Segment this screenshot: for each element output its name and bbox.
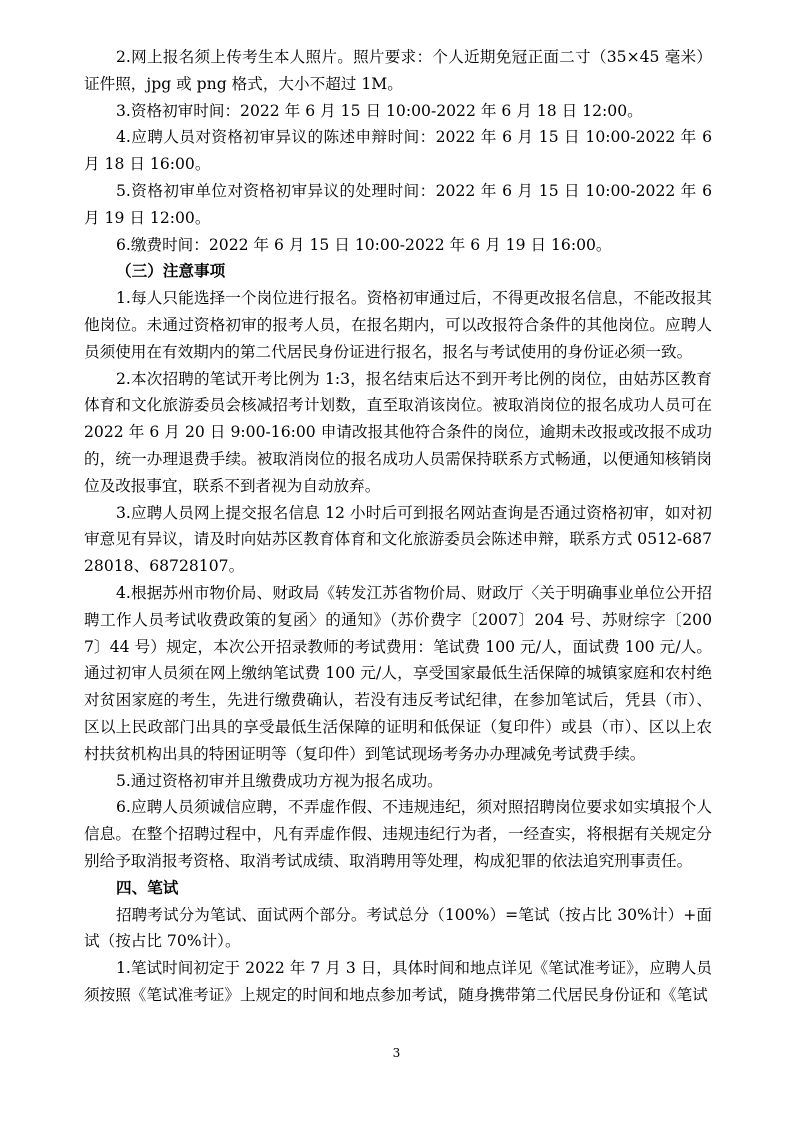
written-exam-intro: 招聘考试分为笔试、面试两个部分。考试总分（100%）=笔试（按占比 30%计）+面试（按占比 70%计）。 <box>84 905 712 951</box>
paragraph-photo-requirement: 2.网上报名须上传考生本人照片。照片要求：个人近期免冠正面二寸（35×45 毫米）证件照，jpg 或 png 格式，大小不超过 1M。 <box>84 48 712 93</box>
notes-item-5: 5.通过资格初审并且缴费成功方视为报名成功。 <box>116 771 443 790</box>
notes-item-2: 2.本次招聘的笔试开考比例为 1:3，报名结束后达不到开考比例的岗位，由姑苏区教育体育和文化旅游委员会核减招考计划数，直至取消该岗位。被取消岗位的报名成功人员可在 2022 年 6 月 20 日 9:00-16:00 申请改报其他符合条件的岗位，逾期未改报或改报不成功的，统一办理退费手续。被取消岗位的报名成功人员需保持联系方式畅通，以便通知核销岗位及改报事宜，联系不到者视为自动放弃。 <box>84 369 712 495</box>
notes-item-6: 6.应聘人员须诚信应聘，不弄虚作假、不违规违纪，须对照招聘岗位要求如实填报个人信息。在整个招聘过程中，凡有弄虚作假、违规违纪行为者，一经查实，将根据有关规定分别给予取消报考资格、取消考试成绩、取消聘用等处理，构成犯罪的依法追究刑事责任。 <box>84 798 712 870</box>
notes-item-1: 1.每人只能选择一个岗位进行报名。资格初审通过后，不得更改报名信息，不能改报其他岗位。未通过资格初审的报考人员，在报名期内，可以改报符合条件的其他岗位。应聘人员须使用在有效期内的第二代居民身份证进行报名，报名与考试使用的身份证必须一致。 <box>84 289 712 361</box>
paragraph-review-time: 3.资格初审时间：2022 年 6 月 15 日 10:00-2022 年 6 月 18 日 12:00。 <box>116 101 643 120</box>
written-exam-item-1: 1.笔试时间初定于 2022 年 7 月 3 日，具体时间和地点详见《笔试准考证》，应聘人员须按照《笔试准考证》上规定的时间和地点参加考试，随身携带第二代居民身份证和《笔试 <box>84 959 712 1004</box>
section-heading-notes: （三）注意事项 <box>116 261 226 281</box>
section-heading-written-exam: 四、笔试 <box>116 877 179 897</box>
page-number: 3 <box>392 1046 401 1060</box>
paragraph-appeal-handling-time: 5.资格初审单位对资格初审异议的处理时间：2022 年 6 月 15 日 10:00-2022 年 6 月 19 日 12:00。 <box>84 181 712 227</box>
notes-item-4: 4.根据苏州市物价局、财政局《转发江苏省物价局、财政厅〈关于明确事业单位公开招聘工作人员考试收费政策的复函〉的通知》（苏价费字〔2007〕204 号、苏财综字〔2007〕44 号）规定，本次公开招录教师的考试费用：笔试费 100 元/人，面试费 100 元/人。通过初审人员须在网上缴纳笔试费 100 元/人，享受国家最低生活保障的城镇家庭和农村绝对贫困家庭的考生，先进行缴费确认，若没有违反考试纪律，在参加笔试后，凭县（市）、区以上民政部门出具的享受最低生活保障的证明和低保证（复印件）或县（市）、区以上农村扶贫机构出具的特困证明等（复印件）到笔试现场考务办办理减免考试费手续。 <box>84 583 712 763</box>
paragraph-appeal-time: 4.应聘人员对资格初审异议的陈述申辩时间：2022 年 6 月 15 日 10:00-2022 年 6 月 18 日 16:00。 <box>84 128 712 174</box>
paragraph-payment-time: 6.缴费时间：2022 年 6 月 15 日 10:00-2022 年 6 月 19 日 16:00。 <box>116 235 612 254</box>
notes-item-3: 3.应聘人员网上提交报名信息 12 小时后可到报名网站查询是否通过资格初审，如对初审意见有异议，请及时向姑苏区教育体育和文化旅游委员会陈述申辩，联系方式 0512-68728018、68728107。 <box>84 503 712 576</box>
document-page <box>84 44 712 1009</box>
